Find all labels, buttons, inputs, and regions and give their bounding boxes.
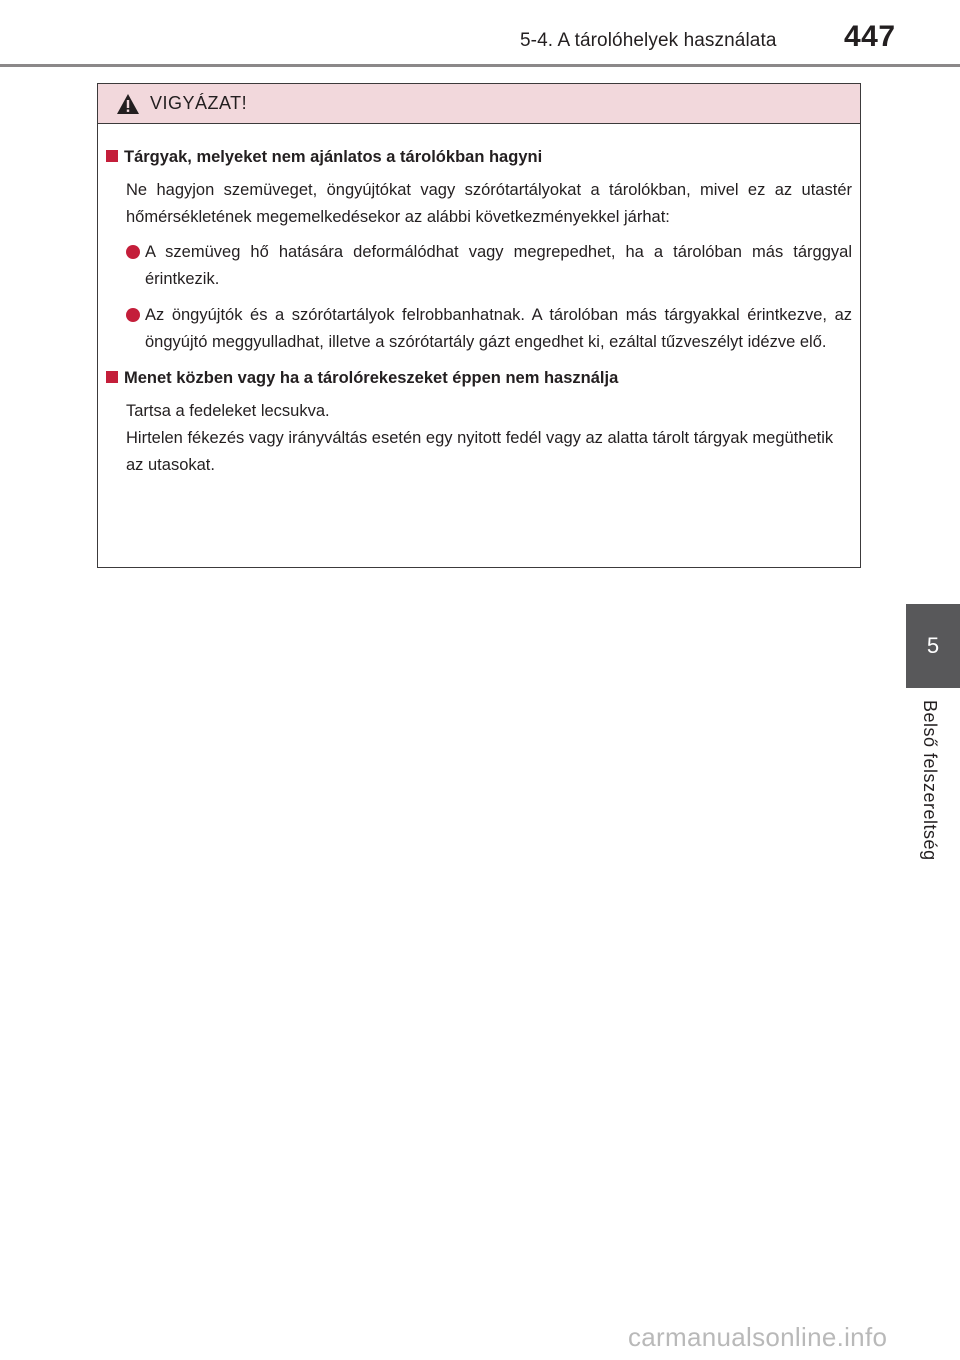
header-divider [0, 64, 960, 67]
section-title: 5-4. A tárolóhelyek használata [520, 30, 777, 51]
section-heading [106, 365, 852, 392]
warning-box [97, 83, 861, 568]
round-bullet-icon [126, 308, 140, 322]
list-item-text: A szemüveg hő hatására deformálódhat vagy megrepedhet, ha a tárolóban más tárggyal érintkezik. [145, 243, 852, 288]
chapter-label: Belső felszereltség [920, 700, 940, 861]
square-bullet-icon [106, 371, 118, 383]
square-bullet-icon [106, 150, 118, 162]
warning-triangle-icon [116, 93, 140, 115]
warning-header [98, 84, 860, 124]
chapter-tab [906, 604, 960, 688]
section-heading-text: Tárgyak, melyeket nem ajánlatos a tárolókban hagyni [124, 148, 543, 166]
list-item [126, 239, 852, 293]
list-item [126, 302, 852, 356]
page-number: 447 [844, 20, 896, 53]
round-bullet-icon [126, 245, 140, 259]
list-item-text: Az öngyújtók és a szórótartályok felrobbanhatnak. A tárolóban más tárgyakkal érintkezve, az öngyújtó meggyulladhat, illetve a szórótartály gázt engedhet ki, ezáltal tűzveszélyt idézve elő. [145, 306, 852, 351]
chapter-number: 5 [926, 633, 940, 658]
warning-body [98, 124, 860, 479]
warning-title: VIGYÁZAT! [150, 93, 248, 113]
section-heading [106, 144, 852, 171]
section-heading-text: Menet közben vagy ha a tárolórekeszeket éppen nem használja [124, 369, 619, 387]
watermark: carmanualsonline.info [628, 1322, 888, 1352]
paragraph-line: Tartsa a fedeleket lecsukva. [126, 402, 330, 420]
paragraph: Ne hagyjon szemüveget, öngyújtókat vagy szórótartályokat a tárolókban, mivel ez az utastér hőmérsékletének megemelkedésekor az alábbi következményekkel járhat: [126, 181, 852, 226]
paragraph-line: Hirtelen fékezés vagy irányváltás esetén egy nyitott fedél vagy az alatta tárolt tárgyak megüthetik az utasokat. [126, 429, 834, 474]
